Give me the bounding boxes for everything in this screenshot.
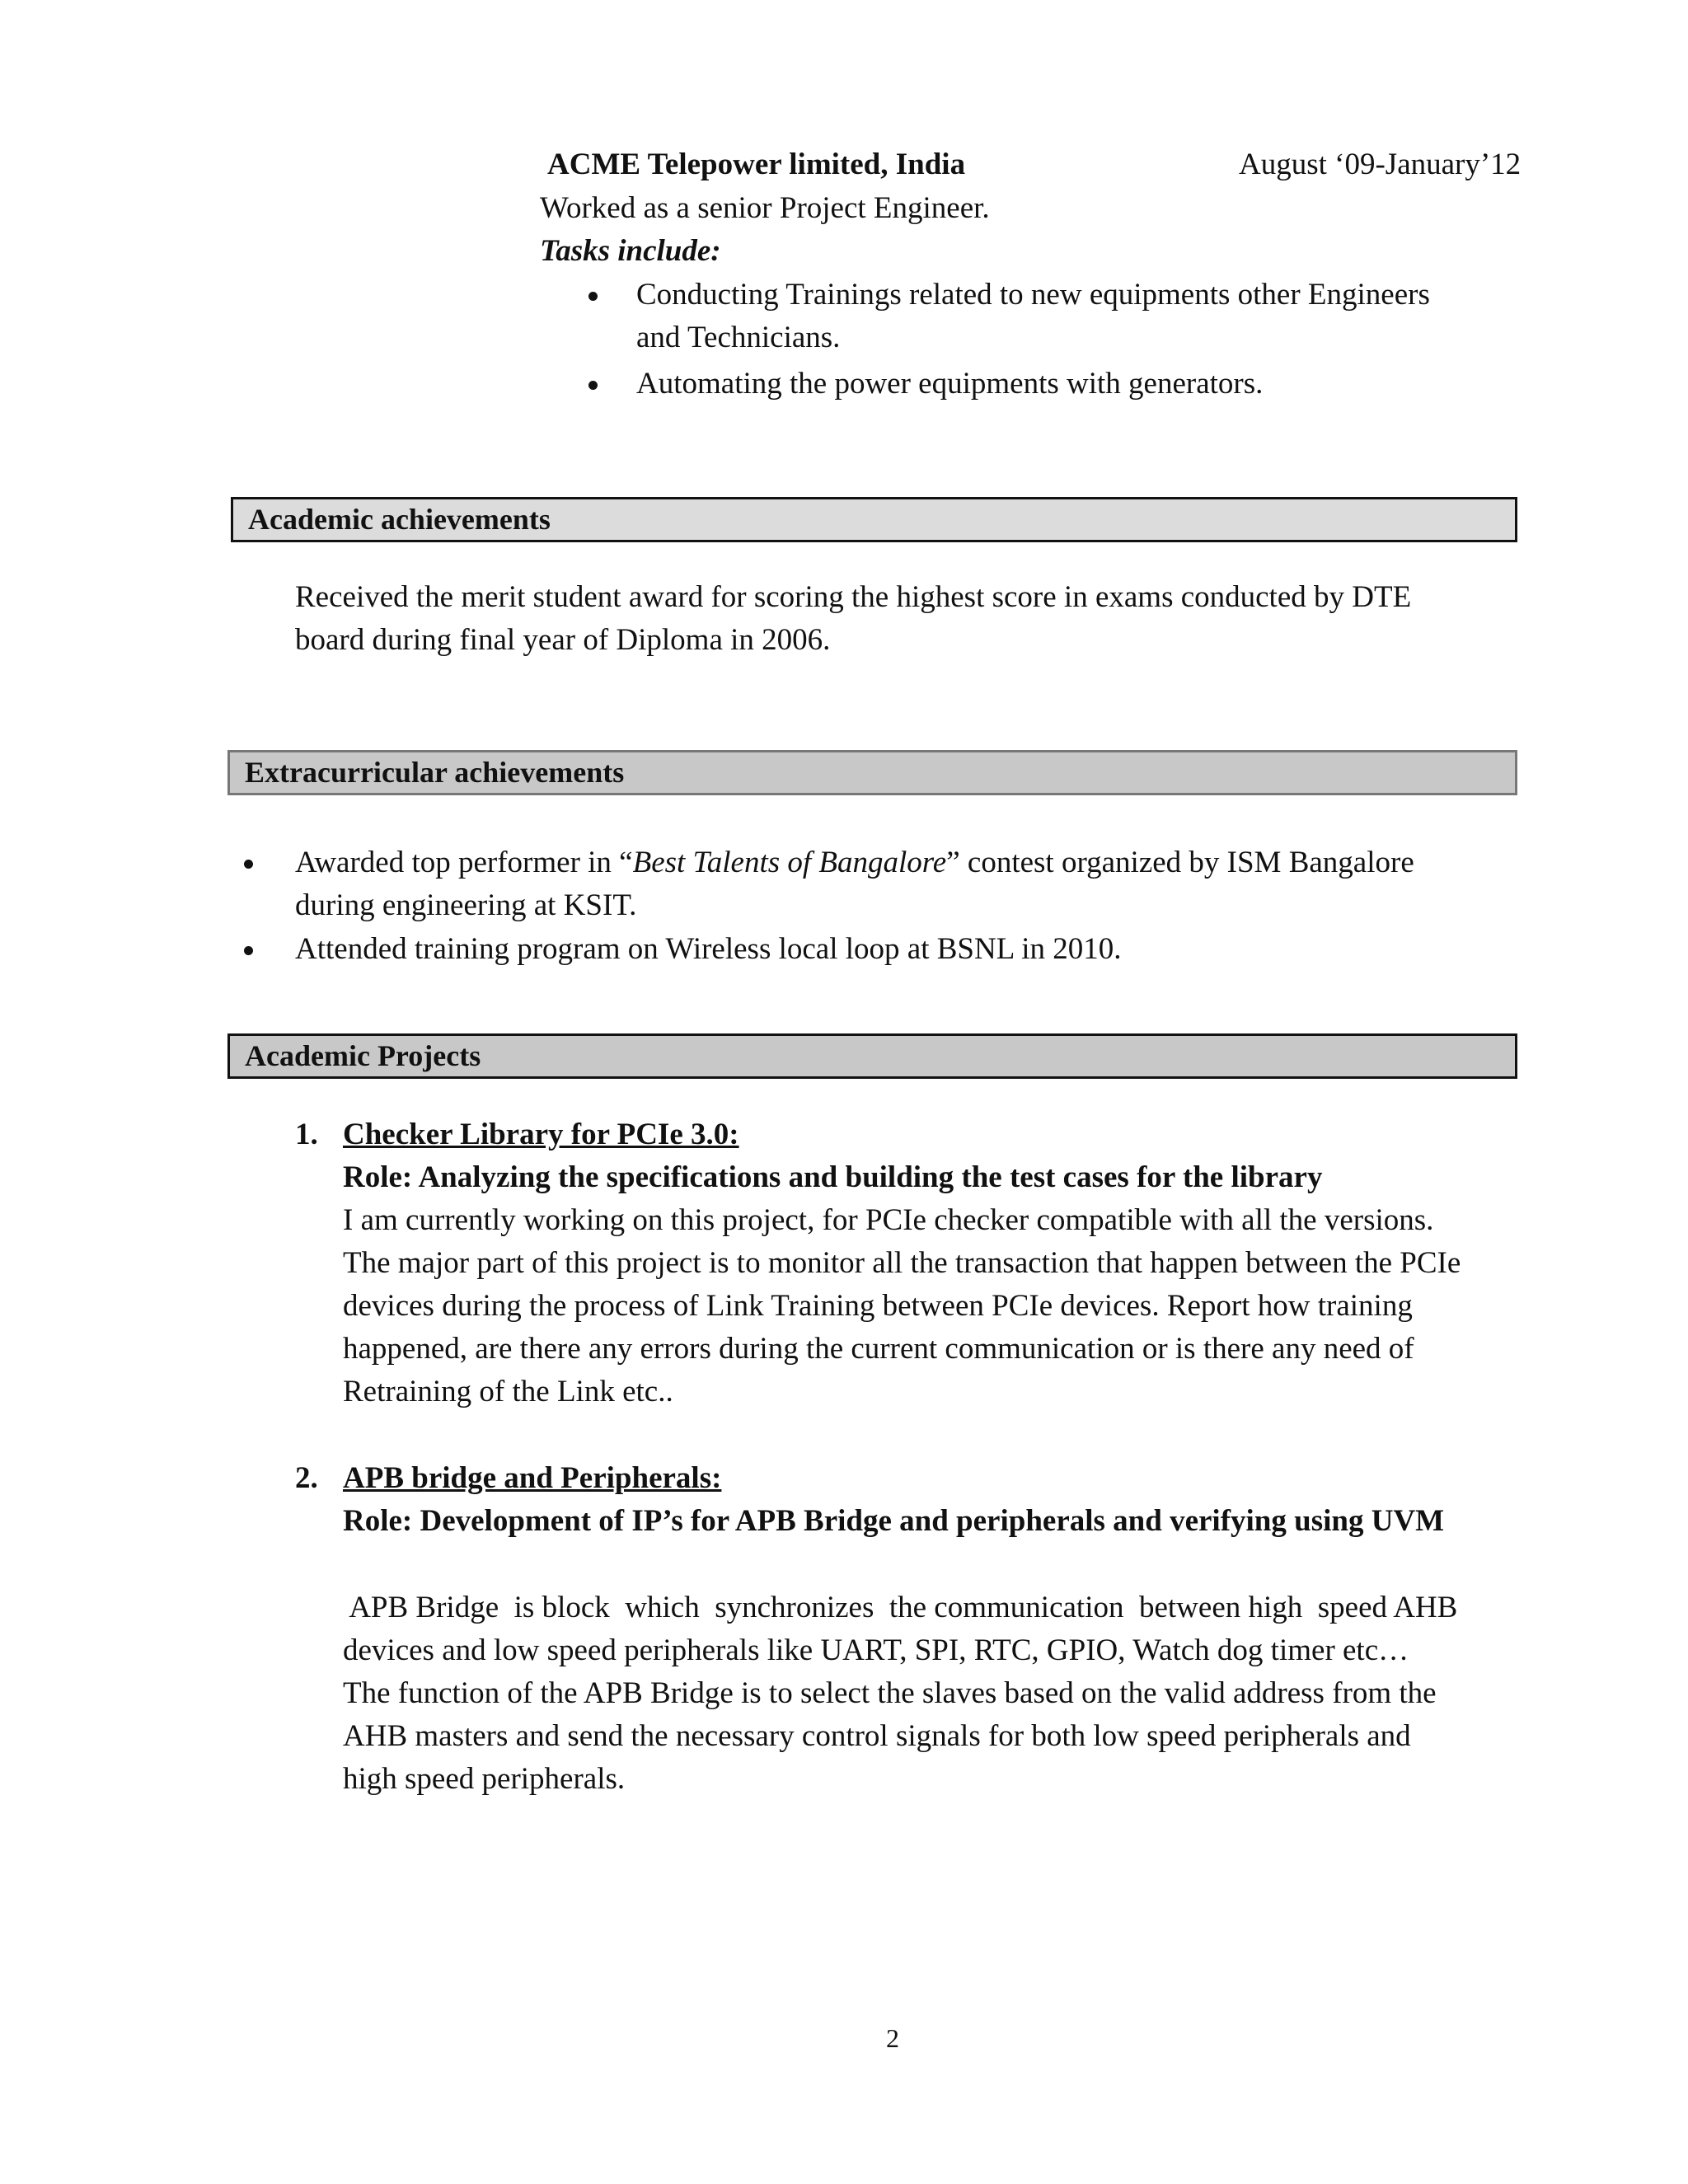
project-desc-line: happened, are there any errors during the current communication or is there any need of [343, 1332, 1414, 1366]
project-desc-line: high speed peripherals. [343, 1762, 626, 1796]
project-desc-line: The function of the APB Bridge is to select the slaves based on the valid address from the [343, 1676, 1437, 1710]
page-number: 2 [886, 2023, 899, 2053]
project-desc-line: devices during the process of Link Training between PCIe devices. Report how training [343, 1289, 1413, 1323]
bullet-icon [244, 860, 253, 869]
project-desc-line: I am currently working on this project, for PCIe checker compatible with all the versions. [343, 1203, 1434, 1237]
achievement-text: Received the merit student award for scoring the highest score in exams conducted by DTE [295, 580, 1412, 614]
project-title: Checker Library for PCIe 3.0: [343, 1118, 739, 1151]
bullet-icon [588, 292, 598, 301]
extracurricular-item: Attended training program on Wireless local loop at BSNL in 2010. [295, 932, 1122, 966]
bullet-icon [588, 381, 598, 390]
project-desc-line: APB Bridge is block which synchronizes the communication between high speed AHB [343, 1591, 1458, 1624]
project-number: 2. [295, 1461, 318, 1495]
extracurricular-text: Awarded top performer in “ [295, 846, 633, 879]
project-desc-line: Retraining of the Link etc.. [343, 1375, 673, 1408]
contest-name: Best Talents of Bangalore [632, 846, 947, 879]
project-role: Role: Development of IP’s for APB Bridge and peripherals and verifying using UVM [343, 1504, 1445, 1538]
section-header-extracurricular: Extracurricular achievements [227, 750, 1517, 795]
task-item-cont: and Technicians. [636, 321, 841, 354]
section-header-academic-achievements: Academic achievements [231, 497, 1517, 542]
tasks-heading: Tasks include: [540, 234, 721, 268]
extracurricular-text: ” contest organized by ISM Bangalore [946, 846, 1414, 879]
bullet-icon [244, 946, 253, 955]
project-number: 1. [295, 1118, 318, 1151]
job-role: Worked as a senior Project Engineer. [540, 191, 990, 225]
project-desc-line: The major part of this project is to monitor all the transaction that happen between the PCIe [343, 1246, 1461, 1280]
task-item: Conducting Trainings related to new equipments other Engineers [636, 278, 1430, 312]
project-desc-line: devices and low speed peripherals like UART, SPI, RTC, GPIO, Watch dog timer etc… [343, 1633, 1409, 1667]
extracurricular-item [295, 841, 1414, 884]
project-desc-line: AHB masters and send the necessary control signals for both low speed peripherals and [343, 1719, 1411, 1753]
company-name: ACME Telepower limited, India [547, 148, 966, 181]
section-header-academic-projects: Academic Projects [227, 1033, 1517, 1079]
job-dates: August ‘09-January’12 [1239, 148, 1522, 181]
task-item: Automating the power equipments with generators. [636, 367, 1264, 401]
achievement-text: board during final year of Diploma in 2006. [295, 623, 831, 657]
project-role: Role: Analyzing the specifications and building the test cases for the library [343, 1160, 1323, 1194]
extracurricular-item-cont: during engineering at KSIT. [295, 888, 637, 922]
project-title: APB bridge and Peripherals: [343, 1461, 722, 1495]
